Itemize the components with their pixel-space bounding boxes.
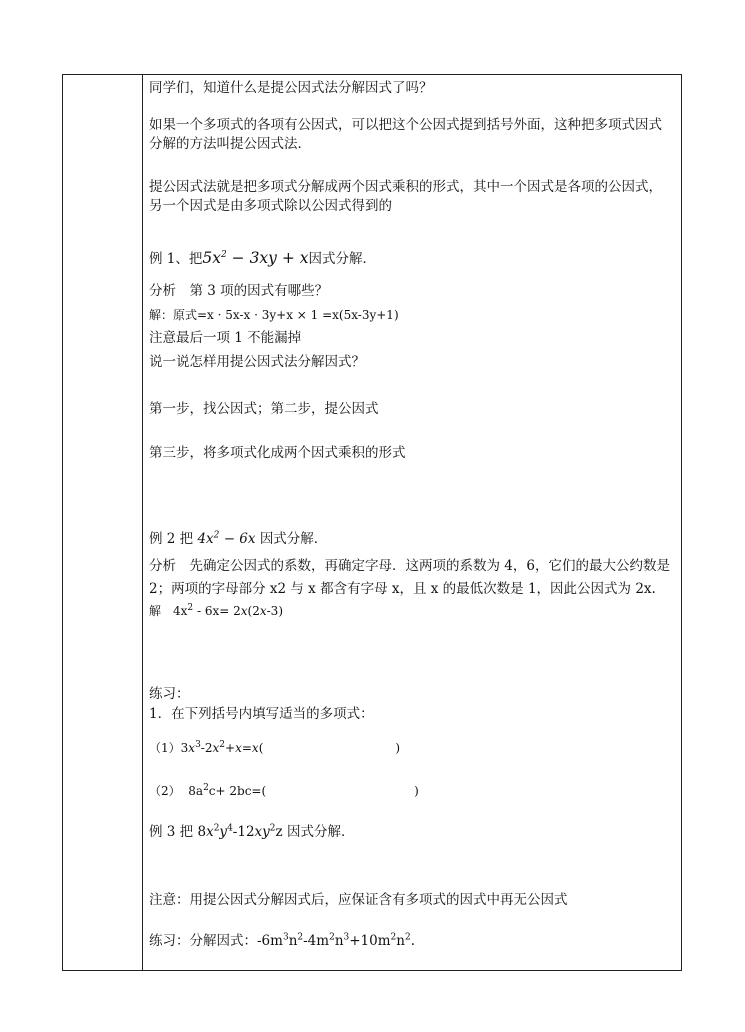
example3-suffix: 因式分解．	[286, 824, 355, 840]
example1-suffix: 因式分解．	[308, 251, 377, 267]
definition-line-1: 如果一个多项式的各项有公因式，可以把这个公因式提到括号外面，这种把多项式因式	[149, 117, 662, 133]
example3-prefix: 例 3 把	[149, 824, 194, 840]
example2-prefix: 例 2 把	[149, 531, 194, 547]
example2-line	[149, 530, 327, 548]
practice-item-1: $(1)3x^3-2x^2+x=x$( )	[149, 740, 401, 755]
example2-analysis-1: 分析 先确定公因式的系数，再确定字母．这两项的系数为 4，6，它们的最大公约数是	[149, 558, 670, 574]
intro-question: 同学们，知道什么是提公因式法分解因式了吗？	[149, 80, 433, 96]
example2-analysis-2: 2；两项的字母部分 x2 与 x 都含有字母 x，且 x 的最低次数是 1，因此公因式为 2x.	[149, 581, 656, 597]
practice-item-1-label: （1）	[149, 741, 181, 755]
example1-line	[149, 249, 376, 268]
definition2-line-2: 另一个因式是由多项式除以公因式得到的	[149, 198, 392, 214]
practice-instruction: 1．在下列括号内填写适当的多项式：	[149, 706, 374, 722]
practice-2-prefix: 练习：分解因式：	[149, 933, 257, 949]
step-3: 第三步，将多项式化成两个因式乘积的形式	[149, 445, 406, 461]
example2-solution: 解 $4x^2 - 6x= 2x(2x-3)$	[149, 603, 283, 618]
question-how: 说一说怎样用提公因式法分解因式？	[149, 354, 365, 370]
example1-expression: $5x^2 - 3xy + x$	[202, 249, 309, 267]
practice-2: 练习：分解因式：$-6m^3n^2-4m^2n^3+10m^2n^2$.	[149, 932, 416, 949]
practice-item-2-label: （2）	[149, 784, 181, 798]
definition-line-2: 分解的方法叫提公因式法．	[149, 136, 311, 152]
note-no-common-factor: 注意：用提公因式分解因式后，应保证含有多项式的因式中再无公因式	[149, 892, 568, 908]
example1-solution: 解：原式=x · 5x-x · 3y+x × 1 =x(5x-3y+1)	[149, 308, 399, 322]
practice-item-2: （2） $8a^2c+ 2bc=$( )	[149, 783, 419, 798]
definition2-line-1: 提公因式法就是把多项式分解成两个因式乘积的形式，其中一个因式是各项的公因式，	[149, 179, 662, 195]
example1-prefix: 例 1、把	[149, 251, 203, 267]
example3-line: 例 3 把 $8x^2y^4-12xy^2z$ 因式分解．	[149, 823, 355, 840]
note-last-term: 注意最后一项 1 不能漏掉	[149, 330, 302, 346]
left-column	[62, 74, 143, 971]
example2-expression: $4x^2 - 6x$	[197, 530, 256, 547]
steps-1-2: 第一步，找公因式；第二步，提公因式	[149, 401, 379, 417]
example2-suffix: 因式分解．	[259, 531, 328, 547]
practice-heading: 练习：	[149, 686, 190, 702]
example1-analysis: 分析 第 3 项的因式有哪些？	[149, 283, 329, 299]
